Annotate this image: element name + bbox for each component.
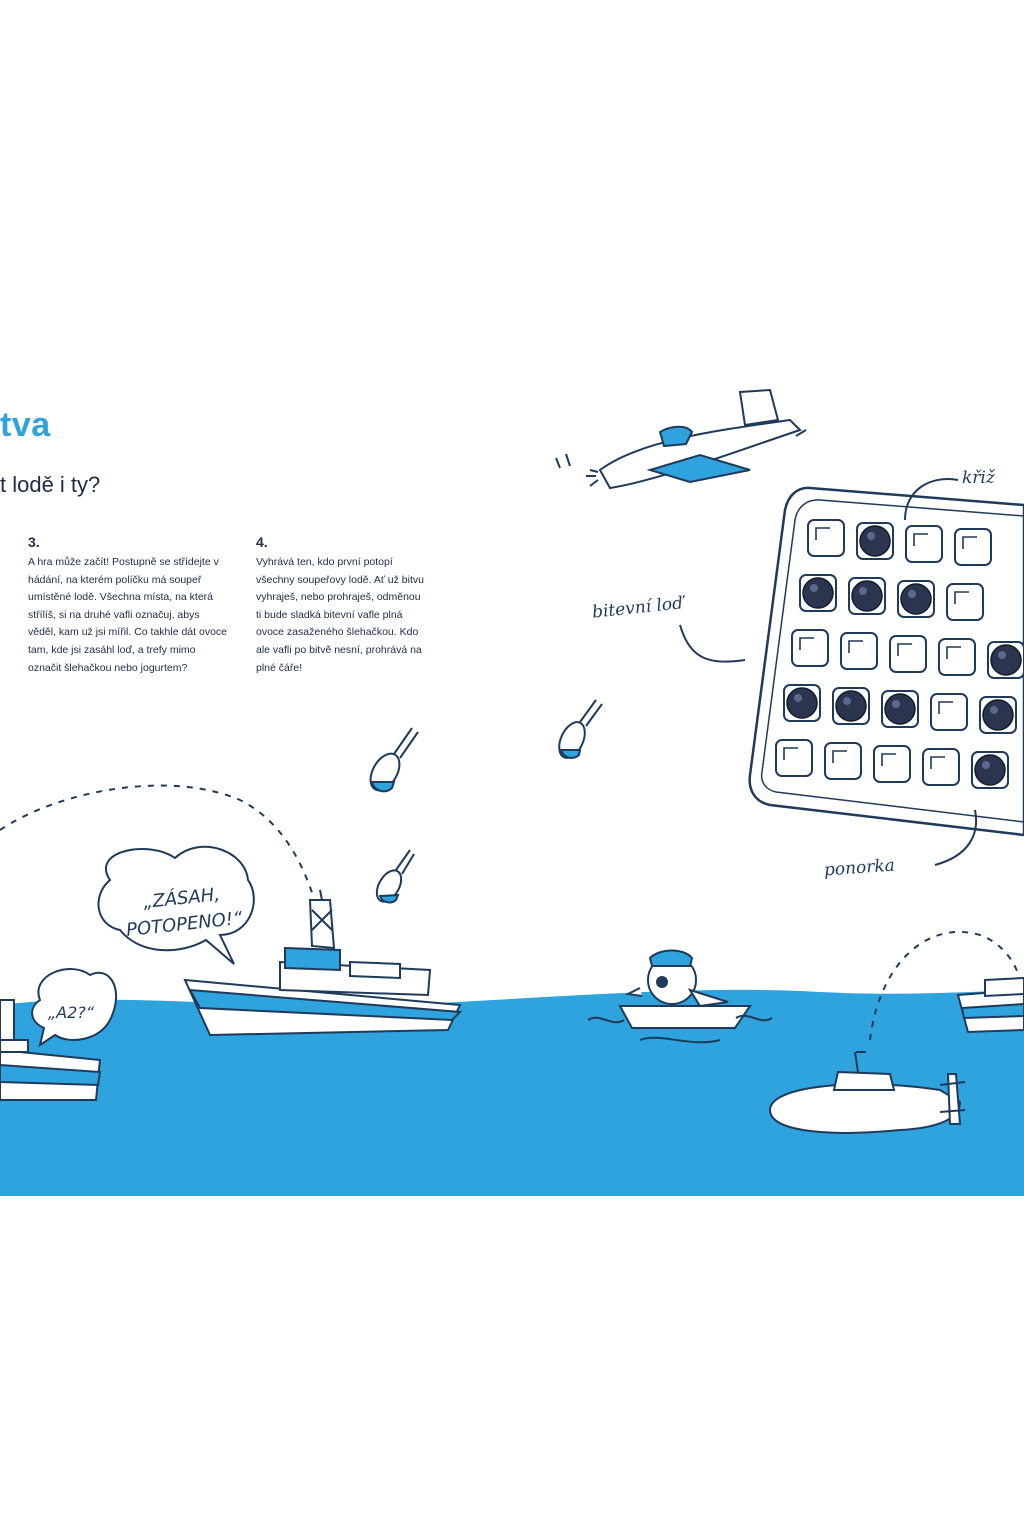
page-subtitle: t lodě i ty? [0, 472, 101, 497]
waffle-cell [825, 743, 861, 779]
blueberry-icon [885, 694, 915, 724]
waffle-cell [841, 633, 877, 669]
blueberry-icon [803, 578, 833, 608]
blueberry-icon [787, 688, 817, 718]
speech-bubble-hit-text: „ZÁSAH, POTOPENO!“ [125, 884, 244, 941]
bomb-icon [372, 850, 414, 906]
arrow-bitevni [680, 625, 745, 662]
waffle-cell [792, 630, 828, 666]
blueberry-icon [991, 645, 1021, 675]
waffle-cell [939, 639, 975, 675]
step-number: 4. [256, 534, 268, 550]
speech-bubble-guess-text: „A2?“ [47, 1003, 95, 1022]
blueberry-highlight [867, 532, 875, 540]
blueberry-icon [975, 755, 1005, 785]
blueberry-icon [836, 691, 866, 721]
blueberry-highlight [982, 761, 990, 769]
blueberry-highlight [908, 590, 916, 598]
blueberry-highlight [859, 587, 867, 595]
label-ponorka: ponorka [823, 855, 896, 881]
bomb-icon [365, 728, 418, 795]
blueberry-icon [860, 526, 890, 556]
waffle-cell [931, 694, 967, 730]
waffle-cell [776, 740, 812, 776]
waffle-cell [874, 746, 910, 782]
blueberry-icon [852, 581, 882, 611]
step-number: 3. [28, 534, 40, 550]
step-text: A hra může začít! Postupně se střídejte v hádání, na kterém políčku má soupeř umístěné lodě. Všechna místa, na která střílíš, si na druhé vafli označuj, abys věděl, kam už jsi mířil. Co takhle dát ovoce tam, kde jsi zasáhl loď, a trefy mimo označit šlehačkou nebo jogurtem? [28, 556, 227, 674]
cruiser-ship-icon [958, 978, 1024, 1032]
step-4 [256, 534, 424, 677]
bomb-icon [554, 700, 602, 762]
waffle-cell [890, 636, 926, 672]
waffle-cell [955, 529, 991, 565]
blueberry-highlight [843, 697, 851, 705]
blueberry-highlight [810, 584, 818, 592]
blueberry-highlight [998, 651, 1006, 659]
label-bitevni-lod: bitevní loď [591, 593, 684, 623]
page-title: tva [0, 406, 51, 444]
blueberry-highlight [990, 706, 998, 714]
blueberry-highlight [892, 700, 900, 708]
blueberry-highlight [794, 694, 802, 702]
step-text: Vyhrává ten, kdo první potopí všechny soupeřovy lodě. Ať už bitvu vyhraješ, nebo prohraješ, odměnou ti bude sladká bitevní vafle plná ovoce zasaženého šlehačkou. Kdo ale vafli po bitvě nesní, prohrává na plné čáře! [256, 556, 424, 674]
waffle-cell [947, 584, 983, 620]
airplane-icon [556, 390, 806, 488]
step-3 [28, 534, 228, 677]
waffle-cell [923, 749, 959, 785]
label-kriznik: křiž [962, 468, 995, 488]
waffle-cell [906, 526, 942, 562]
blueberry-icon [983, 700, 1013, 730]
blueberry-icon [901, 584, 931, 614]
waffle-cell [808, 520, 844, 556]
